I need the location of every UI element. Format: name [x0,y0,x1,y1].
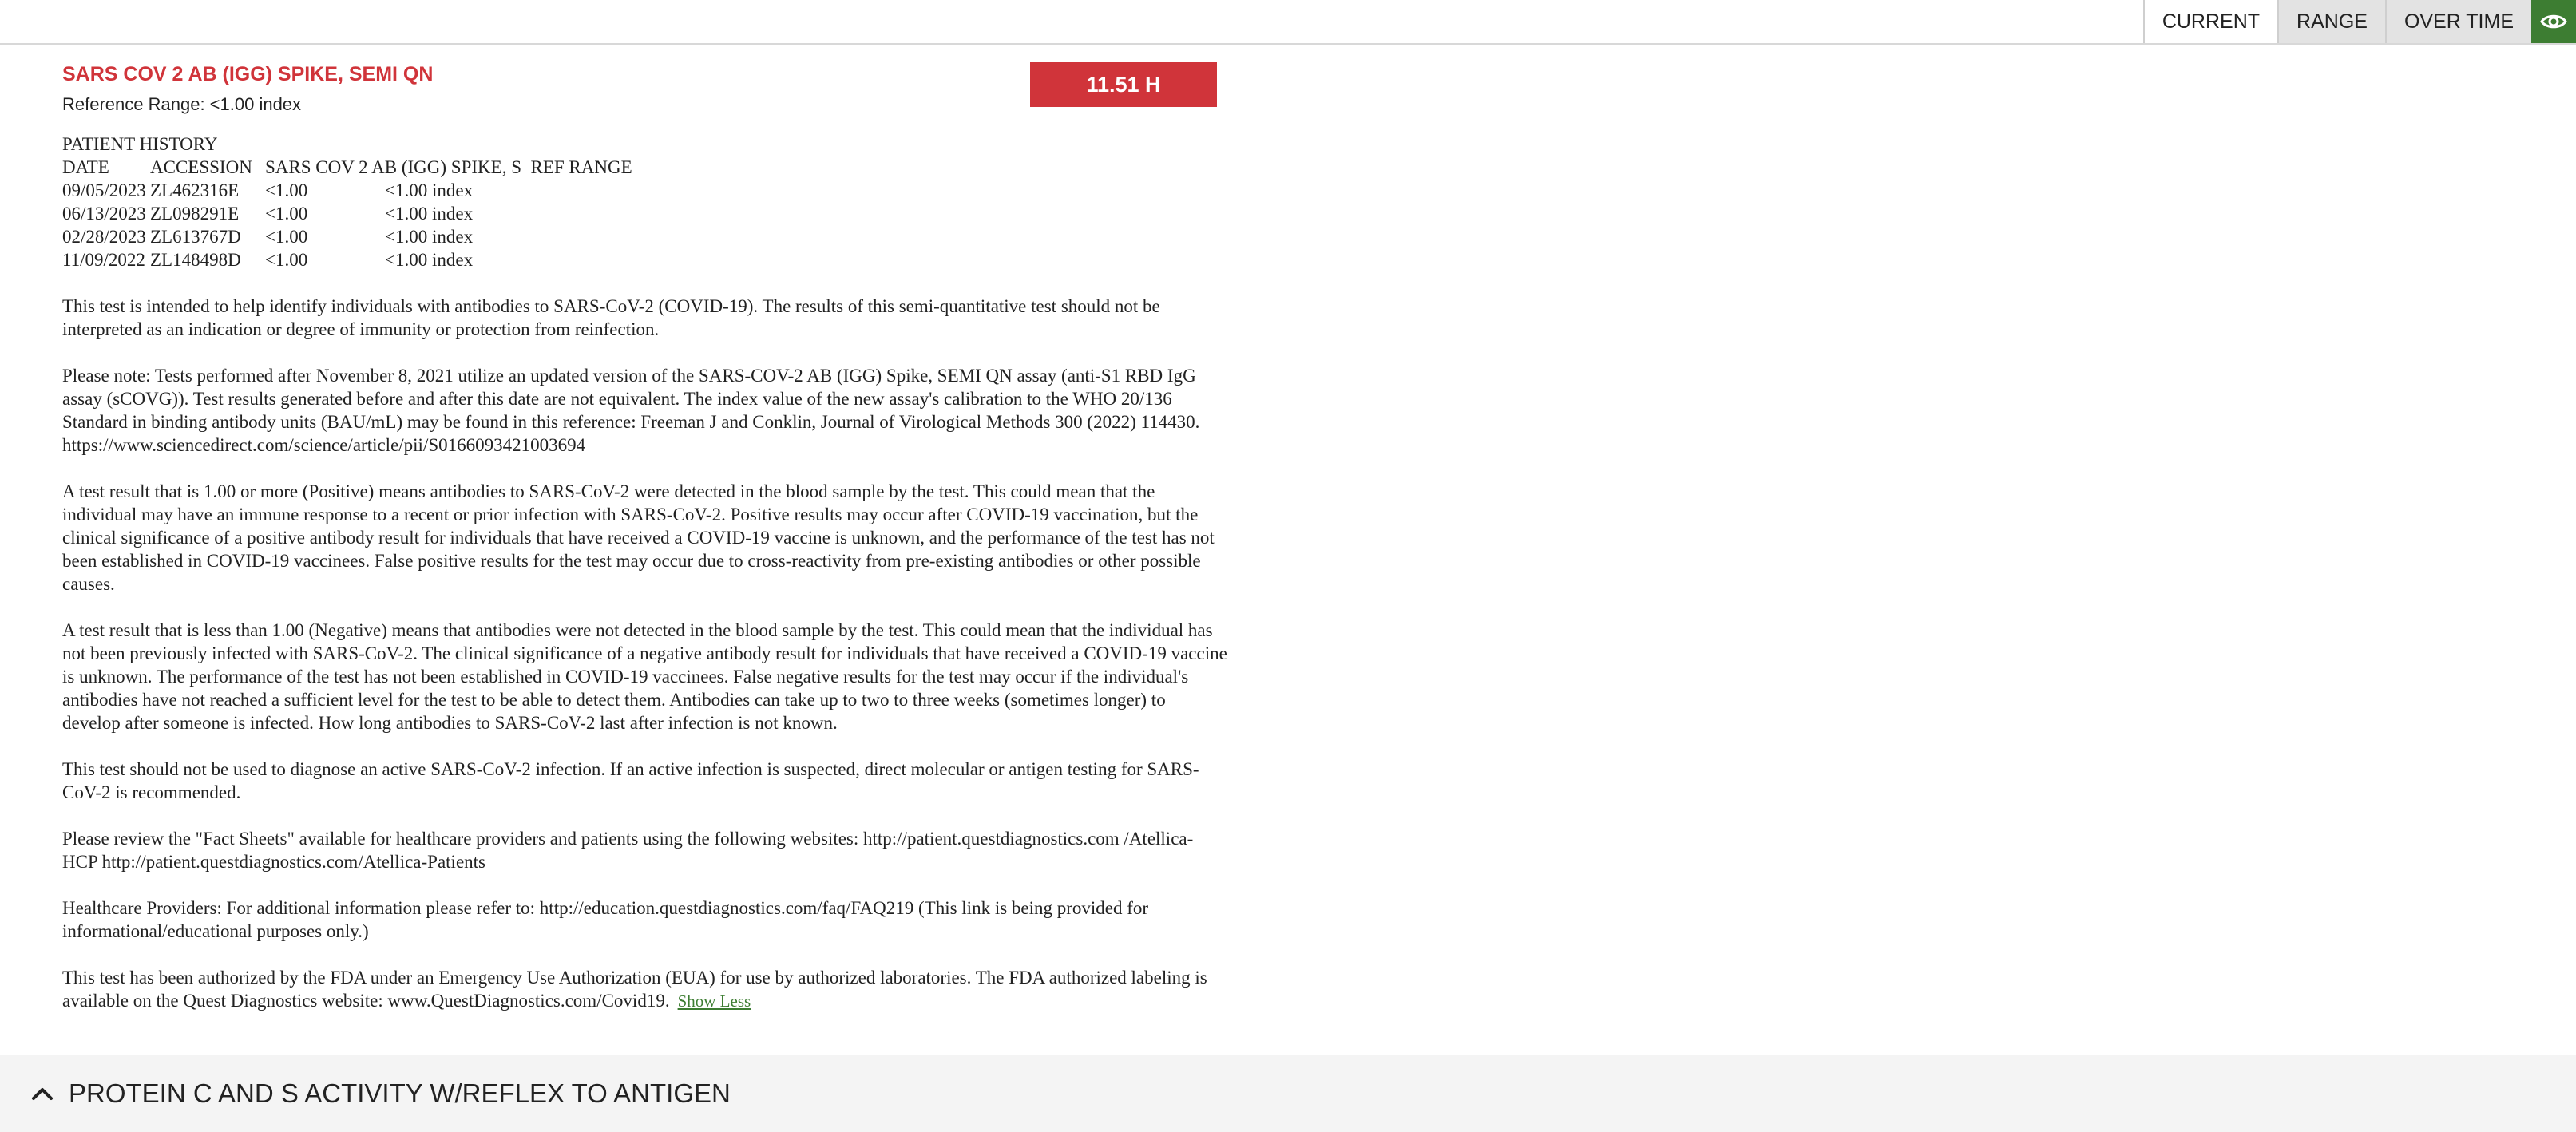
history-ref: <1.00 index [385,250,474,270]
history-row [62,202,1228,225]
patient-history [62,133,1228,271]
history-date: 11/09/2022 [62,250,145,270]
history-title: PATIENT HISTORY [62,134,218,154]
history-date: 02/28/2023 [62,227,146,247]
reference-range: Reference Range: <1.00 index [62,94,302,114]
collapsible-section-header[interactable] [0,1055,2576,1132]
history-header-date: DATE [62,157,109,177]
test-name: SARS COV 2 AB (IGG) SPIKE, SEMI QN [62,63,434,85]
view-tabs [2143,0,2576,43]
history-row [62,225,1228,248]
history-ref: <1.00 index [385,180,474,200]
history-date: 09/05/2023 [62,180,146,200]
section-title: PROTEIN C AND S ACTIVITY W/REFLEX TO ANTIGEN [69,1079,731,1108]
result-panel [62,61,1228,1013]
note-paragraph-last [62,966,1228,1013]
tab-current[interactable]: CURRENT [2143,0,2277,43]
history-accession: ZL148498D [150,250,241,270]
history-value: <1.00 [265,250,308,270]
note-paragraph: Please review the "Fact Sheets" available for healthcare providers and patients using the following websites: http://patient.questdiagnostics.com /Atellica-HCP http://patient.questdiagnostics.com/Atellica-Patients [62,829,1194,872]
history-ref: <1.00 index [385,204,474,224]
history-date: 06/13/2023 [62,204,146,224]
note-paragraph: This test should not be used to diagnose an active SARS-CoV-2 infection. If an active infection is suspected, direct molecular or antigen testing for SARS-CoV-2 is recommended. [62,759,1199,802]
eye-toggle-button[interactable] [2531,0,2576,43]
history-row [62,248,1228,271]
note-paragraph: This test is intended to help identify individuals with antibodies to SARS-CoV-2 (COVID-19). The results of this semi-quantitative test should not be interpreted as an indication or degree of immunity or protection from reinfection. [62,296,1160,339]
note-paragraph: Healthcare Providers: For additional information please refer to: http://education.questdiagnostics.com/faq/FAQ219 (This link is being provided for informational/educational purposes only.) [62,898,1149,941]
note-paragraph: A test result that is less than 1.00 (Negative) means that antibodies were not detected in the blood sample by the test. This could mean that the individual has not been previously infected with SARS-CoV-2. The clinical significance of a negative antibody result for individuals that have received a COVID-19 vaccine is unknown. The performance of the test has not been established in COVID-19 vaccinees. False negative results for the test may occur if the individual's antibodies have not reached a sufficient level for the test to be able to detect them. Antibodies can take up to two to three weeks (sometimes longer) to develop after someone is infected. How long antibodies to SARS-CoV-2 last after infection is not known. [62,620,1227,733]
note-paragraph: A test result that is 1.00 or more (Positive) means antibodies to SARS-CoV-2 were detected in the blood sample by the test. This could mean that the individual may have an immune response to a recent or prior infection with SARS-CoV-2. Positive results may occur after COVID-19 vaccination, but the clinical significance of a positive antibody result for individuals that have received a COVID-19 vaccine is unknown, and the performance of the test has not been established in COVID-19 vaccinees. False positive results for the test may occur due to cross-reactivity from pre-existing antibodies or other possible causes. [62,481,1215,594]
show-less-link[interactable]: Show Less [677,991,751,1011]
history-header-row [62,156,1228,179]
top-bar [0,0,2576,45]
history-value: <1.00 [265,180,308,200]
history-accession: ZL613767D [150,227,241,247]
note-paragraph: Please note: Tests performed after November 8, 2021 utilize an updated version of the SARS-COV-2 AB (IGG) Spike, SEMI QN assay (anti-S1 RBD IgG assay (sCOVG)). Test results generated before and after this date are not equivalent. The index value of the new assay's calibration to the WHO 20/136 Standard in binding antibody units (BAU/mL) may be found in this reference: Freeman J and Conklin, Journal of Virological Methods 300 (2022) 114430. https://www.sciencedirect.com/science/article/pii/S0166093421003694 [62,366,1200,455]
history-header-accession: ACCESSION [150,157,252,177]
chevron-up-icon [29,1080,56,1107]
note-text: This test has been authorized by the FDA under an Emergency Use Authorization (EUA) for use by authorized laboratories. The FDA authorized labeling is available on the Quest Diagnostics website: www.QuestDiagnostics.com/Covid19. [62,968,1207,1011]
history-row [62,179,1228,202]
history-value: <1.00 [265,204,308,224]
result-value-badge: 11.51 H [1030,62,1217,107]
history-accession: ZL462316E [150,180,240,200]
history-header-result: SARS COV 2 AB (IGG) SPIKE, S REF RANGE [265,157,632,177]
tab-over-time[interactable]: OVER TIME [2385,0,2531,43]
eye-icon [2540,12,2567,31]
tab-range[interactable]: RANGE [2277,0,2385,43]
history-accession: ZL098291E [150,204,240,224]
history-ref: <1.00 index [385,227,474,247]
history-value: <1.00 [265,227,308,247]
